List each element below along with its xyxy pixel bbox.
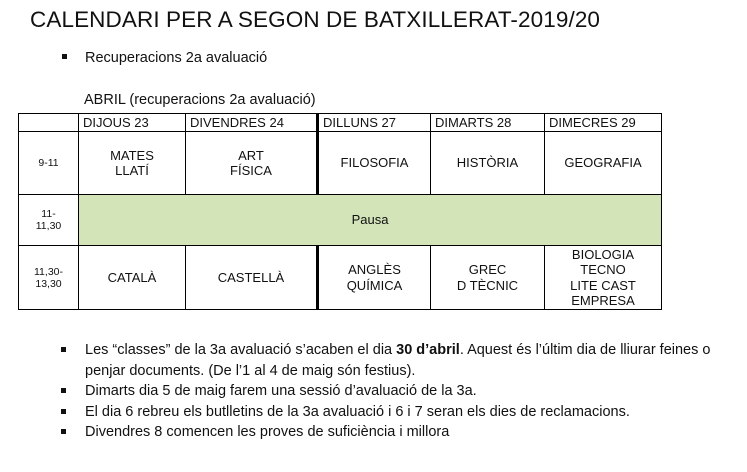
subject-cell: HISTÒRIA <box>431 132 545 195</box>
header-day: DIVENDRES 24 <box>186 114 318 132</box>
table-row <box>19 132 662 195</box>
subject-cell: MATES LLATÍ <box>79 132 186 195</box>
section-bullet <box>62 50 267 66</box>
subject-cell: CATALÀ <box>79 246 186 310</box>
subject-cell: CASTELLÀ <box>186 246 318 310</box>
list-item: Les “classes” de la 3a avaluació s’acaben el dia 30 d’abril. Aquest és l’últim dia de lliurar feines o penjar documents. (De l’1 al 4 de maig són festius). <box>60 340 730 381</box>
notes-list <box>60 340 730 443</box>
header-day: DILLUNS 27 <box>318 114 431 132</box>
subject-cell: GREC D TÈCNIC <box>431 246 545 310</box>
header-time-cell <box>19 114 79 132</box>
square-bullet-icon <box>61 409 66 414</box>
subject-cell: BIOLOGIA TECNO LITE CAST EMPRESA <box>545 246 662 310</box>
list-item: Divendres 8 comencen les proves de suficiència i millora <box>60 422 730 443</box>
square-bullet-icon <box>61 388 66 393</box>
section-bullet-text: Recuperacions 2a avaluació <box>85 50 268 66</box>
table-caption: ABRIL (recuperacions 2a avaluació) <box>84 92 316 108</box>
header-day: DIMECRES 29 <box>545 114 662 132</box>
subject-cell: ANGLÈS QUÍMICA <box>318 246 431 310</box>
table-header-row <box>19 114 662 132</box>
time-slot: 9-11 <box>19 132 79 195</box>
schedule-table <box>18 113 662 310</box>
list-item: Dimarts dia 5 de maig farem una sessió d’avaluació de la 3a. <box>60 381 730 402</box>
table-row <box>19 195 662 246</box>
square-bullet-icon <box>62 54 67 59</box>
highlight-date: 30 d’abril <box>396 342 460 358</box>
time-slot: 11,30- 13,30 <box>19 246 79 310</box>
subject-cell: ART FÍSICA <box>186 132 318 195</box>
square-bullet-icon <box>61 429 66 434</box>
page-title: CALENDARI PER A SEGON DE BATXILLERAT-2019/20 <box>30 7 601 32</box>
header-day: DIJOUS 23 <box>79 114 186 132</box>
time-slot: 11- 11,30 <box>19 195 79 246</box>
header-day: DIMARTS 28 <box>431 114 545 132</box>
subject-cell: FILOSOFIA <box>318 132 431 195</box>
pause-cell: Pausa <box>79 195 662 246</box>
table-row <box>19 246 662 310</box>
subject-cell: GEOGRAFIA <box>545 132 662 195</box>
list-item: El dia 6 rebreu els butlletins de la 3a avaluació i 6 i 7 seran els dies de reclamacions. <box>60 402 730 423</box>
square-bullet-icon <box>61 347 66 352</box>
